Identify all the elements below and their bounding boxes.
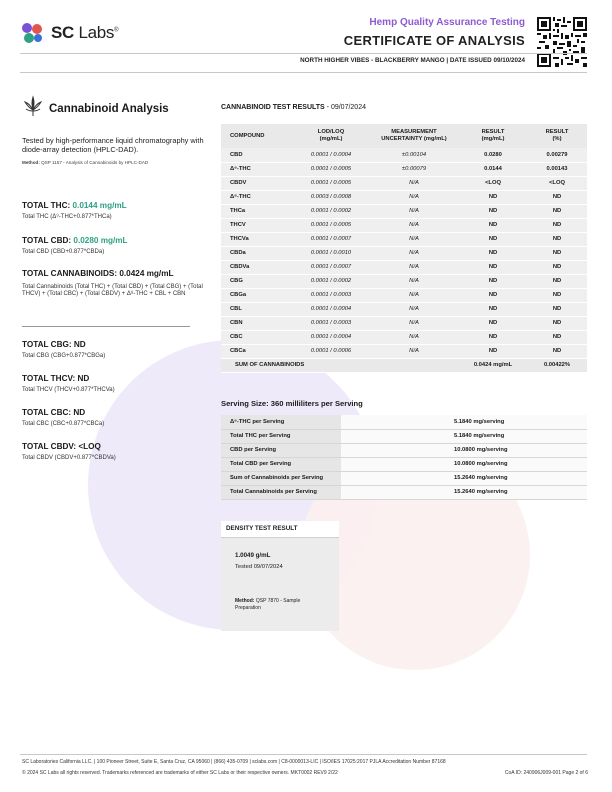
brand-name: SC Labs® — [51, 23, 119, 42]
result-pct-cell: ND — [527, 316, 587, 330]
result-mg-cell: ND — [459, 260, 527, 274]
table-row — [221, 274, 587, 288]
lod-loq-cell: 0.0001 / 0.0010 — [293, 246, 369, 260]
method-reference: Method: QSP 1157 - Analysis of Cannabinoids by HPLC-DAD — [22, 160, 149, 165]
result-mg-cell: <LOQ — [459, 176, 527, 190]
density-method: Method: QSP 7870 - Sample Preparation — [235, 598, 301, 611]
column-header: COMPOUND — [221, 124, 293, 148]
serving-value: 15.2640 mg/serving — [341, 485, 587, 499]
compound-cell: Δ⁹-THC — [221, 162, 293, 176]
compound-cell: CBGa — [221, 288, 293, 302]
uncertainty-cell: ±0.00079 — [369, 162, 459, 176]
header-divider-2 — [20, 72, 587, 73]
table-row — [221, 330, 587, 344]
compound-cell: CBG — [221, 274, 293, 288]
total-cbc: TOTAL CBC: ND — [22, 408, 86, 417]
header-meta: NORTH HIGHER VIBES - BLACKBERRY MANGO | DATE ISSUED 09/10/2024 — [300, 57, 525, 64]
compound-cell: CBDV — [221, 176, 293, 190]
table-row — [221, 190, 587, 204]
serving-row — [221, 457, 587, 471]
compound-cell: CBDVa — [221, 260, 293, 274]
result-pct-cell: ND — [527, 344, 587, 358]
result-pct-cell: ND — [527, 190, 587, 204]
column-header: RESULT (%) — [527, 124, 587, 148]
serving-label: Total CBD per Serving — [221, 457, 341, 471]
serving-row — [221, 471, 587, 485]
lod-loq-cell: 0.0001 / 0.0005 — [293, 176, 369, 190]
table-row — [221, 316, 587, 330]
compound-cell: CBDa — [221, 246, 293, 260]
total-cbg-formula: Total CBG (CBG+0.877*CBGa) — [22, 353, 106, 359]
cannabis-leaf-icon — [22, 95, 44, 122]
lod-loq-cell: 0.0001 / 0.0004 — [293, 330, 369, 344]
sum-row — [221, 358, 587, 372]
cannabinoid-results-table — [221, 124, 587, 373]
uncertainty-cell: N/A — [369, 344, 459, 358]
table-row — [221, 260, 587, 274]
compound-cell: CBD — [221, 148, 293, 162]
serving-label: Δ⁹-THC per Serving — [221, 415, 341, 429]
qr-code-icon — [537, 17, 587, 67]
total-thcv: TOTAL THCV: ND — [22, 374, 90, 383]
result-mg-cell: ND — [459, 344, 527, 358]
lod-loq-cell: 0.0001 / 0.0005 — [293, 218, 369, 232]
serving-table — [221, 415, 587, 500]
cannabinoid-analysis-summary — [22, 95, 212, 165]
serving-value: 10.0800 mg/serving — [341, 457, 587, 471]
footer-address: SC Laboratories California LLC. | 100 Pioneer Street, Suite E, Santa Cruz, CA 95060 | (866) 435-0709 | sclabs.com | C8-0000013-LIC | ISO/IES 17025:2017 PJLA Accreditation Number 87168 — [22, 759, 446, 765]
lod-loq-cell: 0.0001 / 0.0003 — [293, 288, 369, 302]
lod-loq-cell: 0.0001 / 0.0002 — [293, 204, 369, 218]
serving-row — [221, 443, 587, 457]
serving-label: Sum of Cannabinoids per Serving — [221, 471, 341, 485]
lod-loq-cell: 0.0001 / 0.0002 — [293, 274, 369, 288]
sc-labs-logo — [20, 20, 118, 46]
column-header: LOD/LOQ (mg/mL) — [293, 124, 369, 148]
lod-loq-cell: 0.0001 / 0.0003 — [293, 316, 369, 330]
table-row — [221, 232, 587, 246]
uncertainty-cell: N/A — [369, 204, 459, 218]
cannabinoid-analysis-title: Cannabinoid Analysis — [49, 102, 169, 115]
compound-cell: CBN — [221, 316, 293, 330]
serving-row — [221, 429, 587, 443]
result-pct-cell: ND — [527, 260, 587, 274]
footer-copyright: © 2024 SC Labs all rights reserved. Trademarks referenced are trademarks of either SC Labs or their respective owners. MKT0002 REV9 2/22 — [22, 770, 338, 776]
density-box — [221, 521, 339, 631]
result-mg-cell: ND — [459, 288, 527, 302]
density-tested-date: Tested 09/07/2024 — [235, 564, 283, 570]
result-pct-cell: ND — [527, 302, 587, 316]
header-titles — [344, 17, 525, 48]
density-title: DENSITY TEST RESULT — [221, 521, 339, 538]
total-thc-formula: Total THC (Δ⁹-THC+0.877*THCa) — [22, 214, 112, 220]
column-header: MEASUREMENT UNCERTAINTY (mg/mL) — [369, 124, 459, 148]
uncertainty-cell: N/A — [369, 330, 459, 344]
table-row — [221, 204, 587, 218]
density-value: 1.0049 g/mL — [235, 552, 271, 559]
compound-cell: Δ⁸-THC — [221, 190, 293, 204]
sc-labs-logo-icon — [20, 20, 46, 46]
result-pct-cell: <LOQ — [527, 176, 587, 190]
table-row — [221, 176, 587, 190]
lod-loq-cell: 0.0001 / 0.0007 — [293, 232, 369, 246]
total-cbc-formula: Total CBC (CBC+0.877*CBCa) — [22, 421, 105, 427]
lod-loq-cell: 0.0003 / 0.0008 — [293, 190, 369, 204]
result-pct-cell: ND — [527, 204, 587, 218]
uncertainty-cell: N/A — [369, 316, 459, 330]
table-row — [221, 302, 587, 316]
serving-size-title: Serving Size: 360 milliliters per Serving — [221, 399, 363, 408]
sum-pct: 0.00422% — [527, 358, 587, 372]
serving-row — [221, 415, 587, 429]
compound-cell: THCV — [221, 218, 293, 232]
table-header-row — [221, 124, 587, 148]
result-pct-cell: ND — [527, 246, 587, 260]
method-description: Tested by high-performance liquid chromatography with diode-array detection (HPLC-DAD). — [22, 136, 204, 154]
header-subtitle: Hemp Quality Assurance Testing — [369, 17, 525, 28]
sum-label: SUM OF CANNABINOIDS — [221, 358, 459, 372]
result-mg-cell: ND — [459, 204, 527, 218]
result-mg-cell: ND — [459, 190, 527, 204]
uncertainty-cell: ±0.00104 — [369, 148, 459, 162]
serving-table-body — [221, 415, 587, 499]
footer-legal — [22, 770, 588, 776]
table-row — [221, 344, 587, 358]
result-pct-cell: 0.00143 — [527, 162, 587, 176]
table-row — [221, 148, 587, 162]
uncertainty-cell: N/A — [369, 176, 459, 190]
result-mg-cell: 0.0144 — [459, 162, 527, 176]
total-cbdv: TOTAL CBDV: <LOQ — [22, 442, 101, 451]
result-mg-cell: ND — [459, 330, 527, 344]
compound-cell: CBC — [221, 330, 293, 344]
total-thc: TOTAL THC: 0.0144 mg/mL — [22, 201, 127, 210]
total-cbd-formula: Total CBD (CBD+0.877*CBDa) — [22, 249, 105, 255]
result-mg-cell: ND — [459, 274, 527, 288]
cannabinoid-analysis-header — [22, 95, 212, 122]
total-thcv-formula: Total THCV (THCV+0.877*THCVa) — [22, 387, 115, 393]
result-mg-cell: ND — [459, 232, 527, 246]
total-cbdv-formula: Total CBDV (CBDV+0.877*CBDVa) — [22, 455, 116, 461]
serving-row — [221, 485, 587, 499]
uncertainty-cell: N/A — [369, 218, 459, 232]
uncertainty-cell: N/A — [369, 260, 459, 274]
total-cbd: TOTAL CBD: 0.0280 mg/mL — [22, 236, 128, 245]
lod-loq-cell: 0.0001 / 0.0005 — [293, 162, 369, 176]
table-row — [221, 246, 587, 260]
header-divider — [20, 53, 587, 54]
table-row — [221, 218, 587, 232]
total-cannabinoids: TOTAL CANNABINOIDS: 0.0424 mg/mL — [22, 269, 174, 278]
result-pct-cell: ND — [527, 274, 587, 288]
serving-label: Total THC per Serving — [221, 429, 341, 443]
result-pct-cell: ND — [527, 218, 587, 232]
uncertainty-cell: N/A — [369, 302, 459, 316]
compound-cell: CBL — [221, 302, 293, 316]
result-mg-cell: ND — [459, 302, 527, 316]
table-row — [221, 288, 587, 302]
lod-loq-cell: 0.0001 / 0.0006 — [293, 344, 369, 358]
uncertainty-cell: N/A — [369, 288, 459, 302]
result-mg-cell: 0.0280 — [459, 148, 527, 162]
serving-value: 10.0800 mg/serving — [341, 443, 587, 457]
uncertainty-cell: N/A — [369, 246, 459, 260]
column-header: RESULT (mg/mL) — [459, 124, 527, 148]
total-cannabinoids-formula: Total Cannabinoids (Total THC) + (Total CBD) + (Total CBG) + (Total THCV) + (Total CBC) + (Total CBDV) + Δ⁸-THC + CBL + CBN — [22, 284, 203, 298]
result-pct-cell: ND — [527, 288, 587, 302]
result-pct-cell: ND — [527, 232, 587, 246]
footer-coa-id: CoA ID: 240906J009-001 Page 2 of 6 — [504, 770, 588, 776]
footer-divider — [20, 754, 587, 755]
lod-loq-cell: 0.0001 / 0.0007 — [293, 260, 369, 274]
left-divider — [22, 326, 190, 327]
uncertainty-cell: N/A — [369, 190, 459, 204]
table-row — [221, 162, 587, 176]
serving-value: 5.1840 mg/serving — [341, 415, 587, 429]
lod-loq-cell: 0.0001 / 0.0004 — [293, 302, 369, 316]
result-pct-cell: 0.00279 — [527, 148, 587, 162]
result-mg-cell: ND — [459, 218, 527, 232]
result-mg-cell: ND — [459, 246, 527, 260]
result-pct-cell: ND — [527, 330, 587, 344]
serving-value: 5.1840 mg/serving — [341, 429, 587, 443]
uncertainty-cell: N/A — [369, 232, 459, 246]
compound-cell: THCa — [221, 204, 293, 218]
compound-cell: THCVa — [221, 232, 293, 246]
uncertainty-cell: N/A — [369, 274, 459, 288]
lod-loq-cell: 0.0001 / 0.0004 — [293, 148, 369, 162]
total-cbg: TOTAL CBG: ND — [22, 340, 86, 349]
serving-label: CBD per Serving — [221, 443, 341, 457]
sum-mg: 0.0424 mg/mL — [459, 358, 527, 372]
results-table-body — [221, 148, 587, 358]
serving-value: 15.2640 mg/serving — [341, 471, 587, 485]
result-mg-cell: ND — [459, 316, 527, 330]
test-results-title: CANNABINOID TEST RESULTS - 09/07/2024 — [221, 104, 366, 111]
page-title: CERTIFICATE OF ANALYSIS — [343, 33, 525, 48]
serving-label: Total Cannabinoids per Serving — [221, 485, 341, 499]
compound-cell: CBCa — [221, 344, 293, 358]
